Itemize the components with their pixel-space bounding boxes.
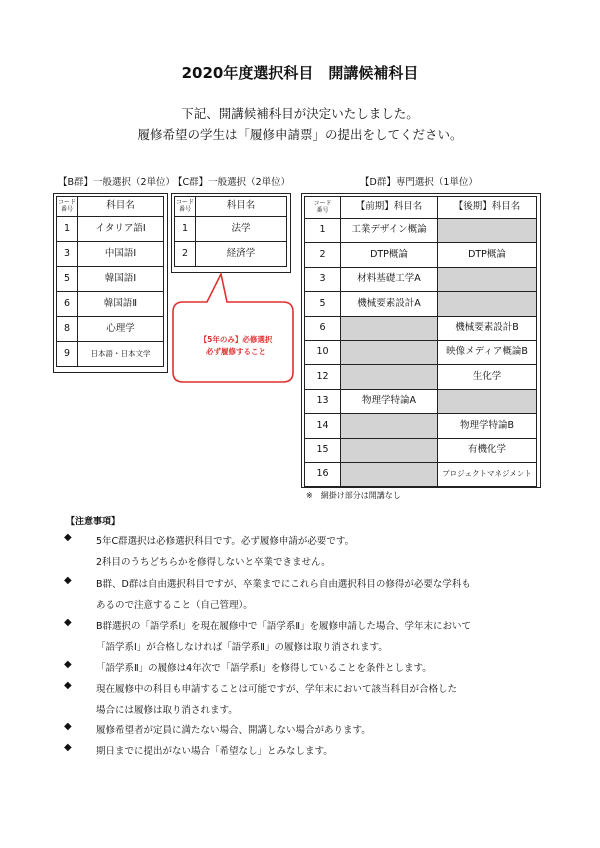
table-cell-code: 3 bbox=[305, 267, 341, 291]
group-d-heading: 【D群】専門選択（1単位） bbox=[360, 177, 478, 188]
table-cell-subject: 中国語Ⅰ bbox=[78, 242, 164, 267]
table-cell-subject: 法学 bbox=[196, 217, 287, 242]
bullet-icon: ◆ bbox=[64, 742, 72, 753]
table-cell-first-closed bbox=[341, 365, 438, 389]
table-cell-first: 機械要素設計A bbox=[341, 292, 438, 316]
table-cell-subject: 日本語・日本文学 bbox=[78, 342, 164, 367]
table-cell-subject: 韓国語Ⅰ bbox=[78, 267, 164, 292]
table-cell-subject: 経済学 bbox=[196, 242, 287, 267]
table-cell-second-closed bbox=[438, 267, 537, 291]
notes-heading: 【注意事項】 bbox=[66, 517, 121, 527]
bullet-icon: ◆ bbox=[64, 680, 72, 691]
table-cell-code: 1 bbox=[57, 217, 78, 242]
group-b-heading: 【B群】一般選択（2単位） bbox=[58, 177, 176, 188]
bullet-icon: ◆ bbox=[64, 532, 72, 543]
table-cell-second: 映像メディア概論B bbox=[438, 340, 537, 364]
group-d-table bbox=[304, 196, 537, 487]
table-cell-code: 8 bbox=[57, 317, 78, 342]
table-cell-subject: イタリア語Ⅰ bbox=[78, 217, 164, 242]
group-d-first-header: 【前期】科目名 bbox=[341, 197, 438, 219]
table-cell-second-closed bbox=[438, 292, 537, 316]
note-line: あるので注意すること（自己管理）。 bbox=[96, 600, 253, 611]
note-line: 「語学系Ⅱ」の履修は4年次で「語学系Ⅰ」を修得していることを条件とします。 bbox=[96, 663, 432, 674]
group-c-subject-header: 科目名 bbox=[196, 197, 287, 217]
table-cell-first-closed bbox=[341, 462, 438, 486]
group-d-second-header: 【後期】科目名 bbox=[438, 197, 537, 219]
table-cell-code: 10 bbox=[305, 340, 341, 364]
table-cell-first-closed bbox=[341, 340, 438, 364]
table-cell-code: 12 bbox=[305, 365, 341, 389]
note-line: 5年C群選択は必修選択科目です。必ず履修申請が必要です。 bbox=[96, 536, 355, 547]
table-cell-code: 14 bbox=[305, 414, 341, 438]
table-cell-first: 材料基礎工学A bbox=[341, 267, 438, 291]
note-line: 「語学系Ⅰ」が合格しなければ「語学系Ⅱ」の履修は取り消されます。 bbox=[96, 642, 388, 653]
table-cell-code: 5 bbox=[305, 292, 341, 316]
group-c-table bbox=[174, 196, 287, 267]
callout-bubble bbox=[165, 262, 305, 392]
table-cell-second: 生化学 bbox=[438, 365, 537, 389]
intro-line-1: 下記、開講候補科目が決定いたしました。 bbox=[181, 106, 419, 121]
shading-note: ※ 網掛け部分は開講なし bbox=[306, 491, 401, 500]
group-b-subject-header: 科目名 bbox=[78, 197, 164, 217]
table-cell-code: 1 bbox=[175, 217, 196, 242]
table-cell-subject: 心理学 bbox=[78, 317, 164, 342]
table-cell-code: 6 bbox=[305, 316, 341, 340]
table-cell-code: 9 bbox=[57, 342, 78, 367]
callout-line-1: 【5年のみ】必修選択 bbox=[199, 335, 273, 344]
table-cell-first: DTP概論 bbox=[341, 243, 438, 267]
table-cell-code: 13 bbox=[305, 389, 341, 413]
group-c-heading: 【C群】一般選択（2単位） bbox=[173, 177, 291, 188]
table-cell-code: 6 bbox=[57, 292, 78, 317]
table-cell-code: 5 bbox=[57, 267, 78, 292]
note-line: B群、D群は自由選択科目ですが、卒業までにこれら自由選択科目の修得が必要な学科も bbox=[96, 579, 471, 590]
note-line: 現在履修中の科目も申請することは可能ですが、学年末において該当科目が合格した bbox=[96, 684, 458, 695]
table-cell-second: 物理学特論B bbox=[438, 414, 537, 438]
bullet-icon: ◆ bbox=[64, 659, 72, 670]
bullet-icon: ◆ bbox=[64, 575, 72, 586]
table-cell-code: 15 bbox=[305, 438, 341, 462]
page-title: 2020年度選択科目 開講候補科目 bbox=[181, 64, 419, 82]
note-line: 履修希望者が定員に満たない場合、開講しない場合があります。 bbox=[96, 725, 371, 736]
bullet-icon: ◆ bbox=[64, 721, 72, 732]
bullet-icon: ◆ bbox=[64, 617, 72, 628]
table-cell-second-closed bbox=[438, 389, 537, 413]
table-cell-first-closed bbox=[341, 438, 438, 462]
table-cell-first-closed bbox=[341, 316, 438, 340]
group-b-table bbox=[56, 196, 164, 367]
note-line: 期日までに提出がない場合「希望なし」とみなします。 bbox=[96, 746, 333, 757]
intro-line-2: 履修希望の学生は「履修申請票」の提出をしてください。 bbox=[137, 127, 463, 142]
table-cell-first: 物理学特論A bbox=[341, 389, 438, 413]
table-cell-second: 有機化学 bbox=[438, 438, 537, 462]
callout-line-2: 必ず履修すること bbox=[206, 347, 266, 356]
table-cell-code: 3 bbox=[57, 242, 78, 267]
table-cell-second-closed bbox=[438, 219, 537, 243]
table-cell-first: 工業デザイン概論 bbox=[341, 219, 438, 243]
table-cell-second: 機械要素設計B bbox=[438, 316, 537, 340]
table-cell-code: 2 bbox=[175, 242, 196, 267]
table-cell-first-closed bbox=[341, 414, 438, 438]
table-cell-subject: 韓国語Ⅱ bbox=[78, 292, 164, 317]
table-cell-second: DTP概論 bbox=[438, 243, 537, 267]
group-b-code-header: コード 番号 bbox=[57, 197, 78, 217]
table-cell-code: 16 bbox=[305, 462, 341, 486]
group-d-code-header: コード 番号 bbox=[305, 197, 341, 219]
note-line: 2科目のうちどちらかを修得しないと卒業できません。 bbox=[96, 557, 331, 568]
table-cell-second: プロジェクトマネジメント bbox=[438, 462, 537, 486]
table-cell-code: 1 bbox=[305, 219, 341, 243]
note-line: B群選択の「語学系Ⅰ」を現在履修中で「語学系Ⅱ」を履修申請した場合、学年末において bbox=[96, 621, 471, 632]
table-cell-code: 2 bbox=[305, 243, 341, 267]
callout-text bbox=[181, 334, 291, 358]
note-line: 場合には履修は取り消されます。 bbox=[96, 705, 238, 716]
group-c-code-header: コード 番号 bbox=[175, 197, 196, 217]
